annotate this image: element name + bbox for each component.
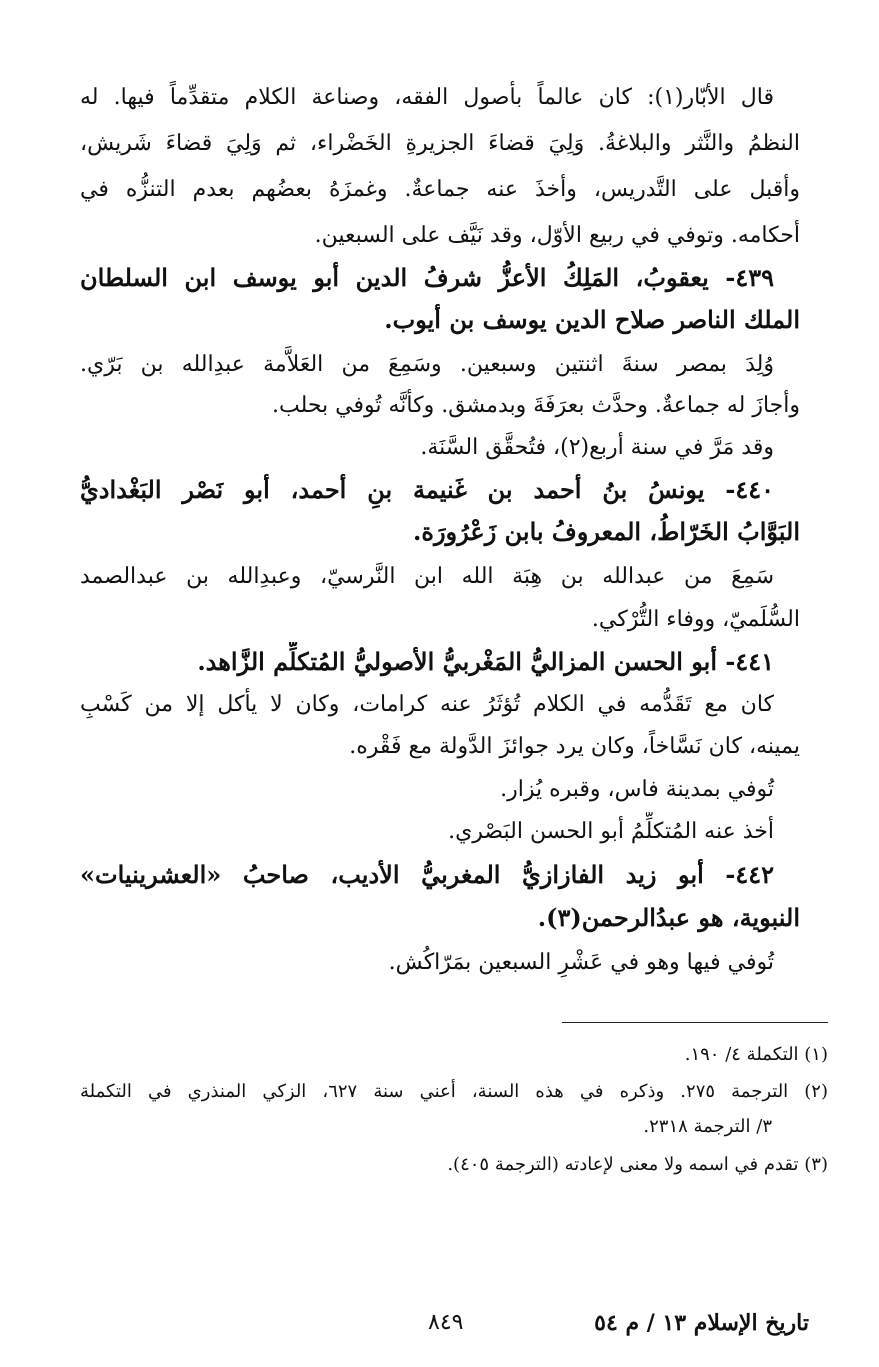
body-line: وُلِدَ بمصر سنةَ اثنتين وسبعين. وسَمِعَ من العَلاَّمة عبدِالله بن بَرّي. bbox=[80, 352, 774, 377]
body-line: يمينه، كان نَسَّاخاً، وكان يرد جوائزَ الدَّولة مع فَقْره. bbox=[349, 734, 800, 759]
body-line: النظمُ والنَّثر والبلاغةُ. وَلِيَ قضاءَ الجزيرةِ الخَضْراء، ثم وَلِيَ قضاءَ شَريش، bbox=[80, 131, 800, 156]
body-line: كان مع تَقَدُّمه في الكلام تُؤثَرُ عنه كرامات، وكان لا يأكل إلا من كَسْبِ bbox=[80, 692, 774, 717]
body-line: تُوفي بمدينة فاس، وقبره يُزار. bbox=[500, 777, 774, 802]
body-line: قال الأبّار(١): كان عالماً بأصول الفقه، وصناعة الكلام متقدِّماً فيها. له bbox=[80, 85, 774, 110]
body-line: أخذ عنه المُتكلِّمُ أبو الحسن البَصْري. bbox=[448, 819, 774, 844]
body-line: سَمِعَ من عبدالله بن هِبَة الله ابن النَّرسيّ، وعبدِالله بن عبدالصمد bbox=[80, 564, 774, 589]
page-number: ٨٤٩ bbox=[428, 1310, 464, 1335]
entry-heading-line: ٤٤٢- أبو زيد الفازازيُّ المغربيُّ الأديب، صاحبُ «العشرينيات» bbox=[80, 860, 774, 889]
entry-heading-line: الملك الناصر صلاح الدين يوسف بن أيوب. bbox=[384, 305, 800, 334]
footnote-separator bbox=[562, 1022, 828, 1023]
entry-heading-line: ٤٣٩- يعقوبُ، المَلِكُ الأعزُّ شرفُ الدين أبو يوسف ابن السلطان bbox=[80, 263, 774, 292]
body-line: تُوفي فيها وهو في عَشْرِ السبعين بمَرّاكُش. bbox=[388, 950, 774, 975]
entry-heading-line: ٤٤٠- يونسُ بنُ أحمد بن غَنيمة بنِ أحمد، أبو نَصْر البَغْداديُّ bbox=[80, 475, 774, 504]
entry-heading-line: ٤٤١- أبو الحسن المزاليُّ المَغْربيُّ الأصوليُّ المُتكلِّم الزَّاهد. bbox=[197, 647, 774, 676]
footnote-line: ٣/ الترجمة ٢٣١٨. bbox=[643, 1116, 772, 1137]
running-footer-title: تاريخ الإسلام ١٣ / م ٥٤ bbox=[594, 1310, 809, 1336]
body-line: أحكامه. وتوفي في ربيع الأوّل، وقد نَيَّف على السبعين. bbox=[314, 223, 800, 248]
footnote-line: (٢) الترجمة ٢٧٥. وذكره في هذه السنة، أعني سنة ٦٢٧، الزكي المنذري في التكملة bbox=[80, 1081, 828, 1102]
entry-heading-line: البَوَّابُ الخَرّاطُ، المعروفُ بابن زَعْرُورَة. bbox=[413, 517, 800, 546]
body-line: وأقبل على التَّدريس، وأخذَ عنه جماعةٌ. وغمزَهُ بعضُهم بعدم التنزُّه في bbox=[80, 177, 800, 202]
entry-heading-line: النبوية، هو عبدُالرحمن(٣). bbox=[537, 903, 800, 932]
footnote-line: (٣) تقدم في اسمه ولا معنى لإعادته (الترجمة ٤٠٥). bbox=[447, 1154, 828, 1175]
footnote-line: (١) التكملة ٤/ ١٩٠. bbox=[684, 1044, 828, 1065]
body-line: وأجازَ له جماعةٌ. وحدَّث بعرَفَةَ وبدمشق. وكأنَّه تُوفي بحلب. bbox=[271, 393, 800, 418]
body-line: السُّلَميّ، ووفاء التُّرْكي. bbox=[591, 607, 800, 632]
body-line: وقد مَرَّ في سنة أربع(٢)، فتُحقَّق السَّنَة. bbox=[420, 435, 774, 460]
